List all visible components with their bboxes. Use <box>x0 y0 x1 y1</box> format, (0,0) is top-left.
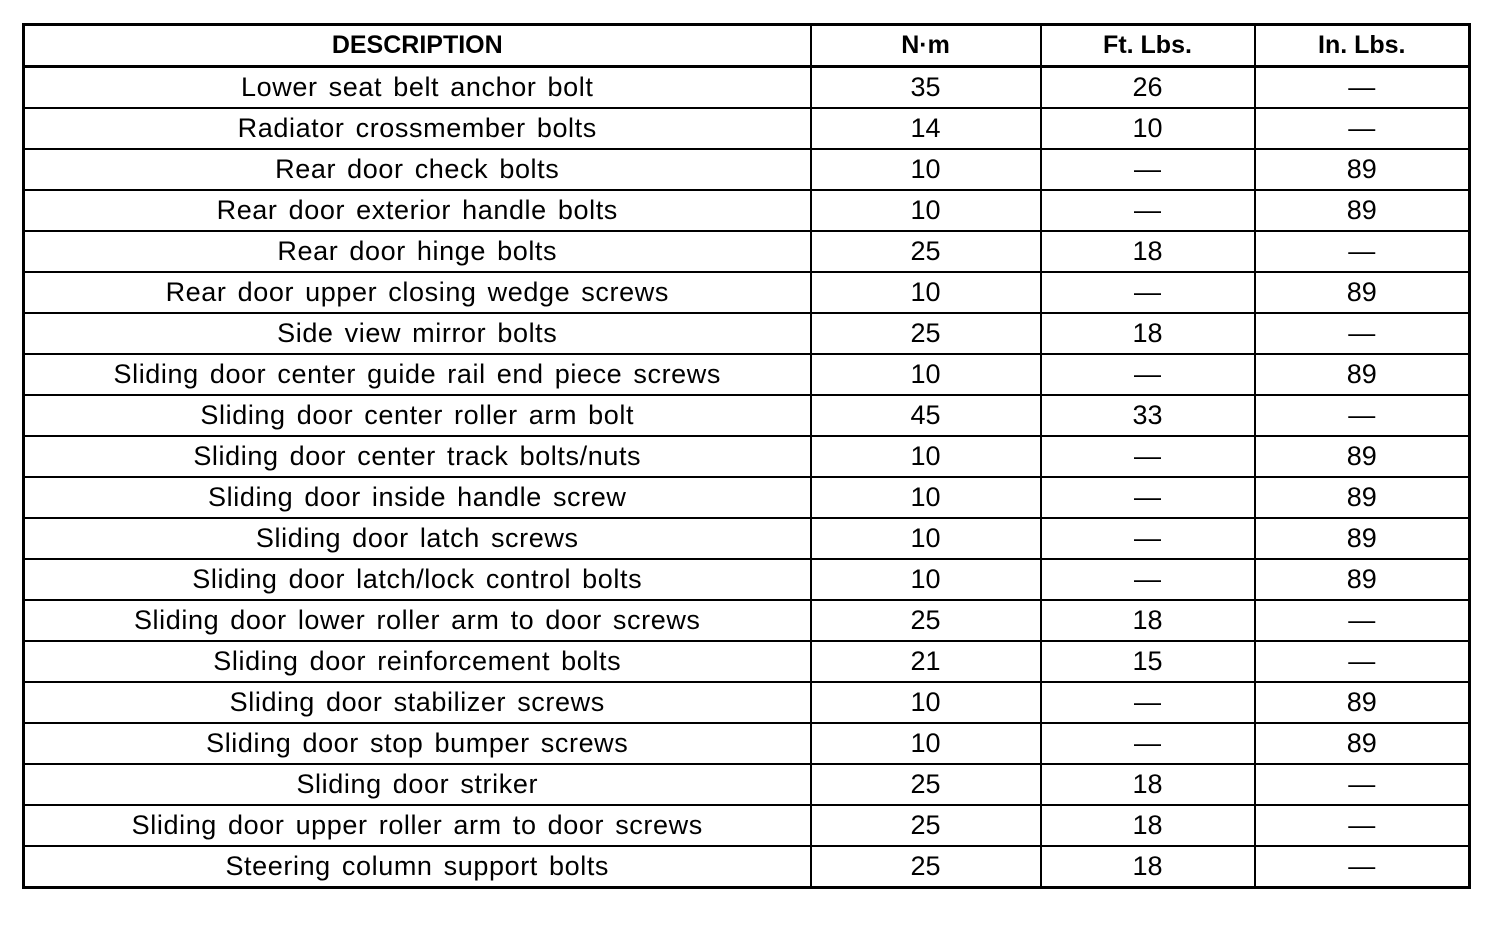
cell-description: Sliding door latch/lock control bolts <box>24 559 811 600</box>
cell-newton-meters: 10 <box>811 518 1041 559</box>
table-row <box>24 641 1470 682</box>
table-row <box>24 764 1470 805</box>
cell-newton-meters: 14 <box>811 108 1041 149</box>
cell-foot-pounds: — <box>1041 723 1255 764</box>
cell-newton-meters: 10 <box>811 477 1041 518</box>
cell-newton-meters: 10 <box>811 272 1041 313</box>
cell-newton-meters: 10 <box>811 682 1041 723</box>
cell-newton-meters: 10 <box>811 354 1041 395</box>
cell-foot-pounds: — <box>1041 190 1255 231</box>
table-row <box>24 559 1470 600</box>
cell-foot-pounds: 18 <box>1041 313 1255 354</box>
cell-inch-pounds: — <box>1255 67 1470 109</box>
cell-description: Sliding door center guide rail end piece screws <box>24 354 811 395</box>
cell-description: Lower seat belt anchor bolt <box>24 67 811 109</box>
cell-inch-pounds: — <box>1255 313 1470 354</box>
cell-newton-meters: 10 <box>811 149 1041 190</box>
cell-newton-meters: 25 <box>811 764 1041 805</box>
cell-inch-pounds: 89 <box>1255 272 1470 313</box>
table-row <box>24 231 1470 272</box>
cell-description: Sliding door center track bolts/nuts <box>24 436 811 477</box>
cell-inch-pounds: 89 <box>1255 436 1470 477</box>
cell-inch-pounds: 89 <box>1255 682 1470 723</box>
table-row <box>24 272 1470 313</box>
table-row <box>24 723 1470 764</box>
cell-newton-meters: 10 <box>811 723 1041 764</box>
cell-newton-meters: 25 <box>811 846 1041 888</box>
cell-description: Radiator crossmember bolts <box>24 108 811 149</box>
cell-foot-pounds: — <box>1041 149 1255 190</box>
cell-foot-pounds: — <box>1041 559 1255 600</box>
table-row <box>24 805 1470 846</box>
column-header-foot-pounds: Ft. Lbs. <box>1041 25 1255 67</box>
cell-newton-meters: 10 <box>811 190 1041 231</box>
cell-inch-pounds: 89 <box>1255 149 1470 190</box>
cell-description: Sliding door lower roller arm to door screws <box>24 600 811 641</box>
cell-inch-pounds: — <box>1255 108 1470 149</box>
cell-newton-meters: 25 <box>811 313 1041 354</box>
cell-foot-pounds: — <box>1041 354 1255 395</box>
cell-newton-meters: 45 <box>811 395 1041 436</box>
cell-inch-pounds: 89 <box>1255 723 1470 764</box>
cell-foot-pounds: 18 <box>1041 600 1255 641</box>
cell-inch-pounds: 89 <box>1255 190 1470 231</box>
cell-description: Rear door exterior handle bolts <box>24 190 811 231</box>
cell-newton-meters: 35 <box>811 67 1041 109</box>
column-header-newton-meters: N·m <box>811 25 1041 67</box>
cell-inch-pounds: — <box>1255 641 1470 682</box>
cell-inch-pounds: — <box>1255 846 1470 888</box>
table-body <box>24 67 1470 888</box>
cell-foot-pounds: 18 <box>1041 231 1255 272</box>
cell-description: Rear door hinge bolts <box>24 231 811 272</box>
column-header-description: DESCRIPTION <box>24 25 811 67</box>
cell-foot-pounds: 18 <box>1041 764 1255 805</box>
cell-description: Sliding door stabilizer screws <box>24 682 811 723</box>
cell-description: Steering column support bolts <box>24 846 811 888</box>
cell-foot-pounds: 26 <box>1041 67 1255 109</box>
cell-foot-pounds: 15 <box>1041 641 1255 682</box>
table-row <box>24 149 1470 190</box>
table-row <box>24 436 1470 477</box>
cell-foot-pounds: — <box>1041 518 1255 559</box>
cell-newton-meters: 25 <box>811 600 1041 641</box>
cell-description: Side view mirror bolts <box>24 313 811 354</box>
cell-description: Rear door check bolts <box>24 149 811 190</box>
cell-newton-meters: 10 <box>811 436 1041 477</box>
cell-description: Sliding door upper roller arm to door screws <box>24 805 811 846</box>
cell-foot-pounds: 18 <box>1041 805 1255 846</box>
table-row <box>24 313 1470 354</box>
cell-description: Rear door upper closing wedge screws <box>24 272 811 313</box>
cell-inch-pounds: — <box>1255 600 1470 641</box>
table-row <box>24 477 1470 518</box>
cell-description: Sliding door latch screws <box>24 518 811 559</box>
table-header-row <box>24 25 1470 67</box>
cell-inch-pounds: 89 <box>1255 559 1470 600</box>
table-row <box>24 395 1470 436</box>
table-row <box>24 600 1470 641</box>
cell-newton-meters: 25 <box>811 805 1041 846</box>
table-row <box>24 518 1470 559</box>
cell-inch-pounds: 89 <box>1255 518 1470 559</box>
cell-inch-pounds: — <box>1255 395 1470 436</box>
cell-foot-pounds: — <box>1041 682 1255 723</box>
column-header-inch-pounds: In. Lbs. <box>1255 25 1470 67</box>
cell-inch-pounds: — <box>1255 231 1470 272</box>
table-row <box>24 354 1470 395</box>
cell-description: Sliding door center roller arm bolt <box>24 395 811 436</box>
table-row <box>24 682 1470 723</box>
cell-foot-pounds: — <box>1041 272 1255 313</box>
table-row <box>24 108 1470 149</box>
torque-spec-table <box>22 23 1471 889</box>
cell-foot-pounds: — <box>1041 477 1255 518</box>
cell-newton-meters: 25 <box>811 231 1041 272</box>
cell-newton-meters: 10 <box>811 559 1041 600</box>
cell-description: Sliding door stop bumper screws <box>24 723 811 764</box>
cell-inch-pounds: — <box>1255 805 1470 846</box>
table-row <box>24 190 1470 231</box>
cell-inch-pounds: — <box>1255 764 1470 805</box>
cell-description: Sliding door inside handle screw <box>24 477 811 518</box>
cell-description: Sliding door reinforcement bolts <box>24 641 811 682</box>
cell-inch-pounds: 89 <box>1255 354 1470 395</box>
cell-inch-pounds: 89 <box>1255 477 1470 518</box>
cell-foot-pounds: 33 <box>1041 395 1255 436</box>
table-row <box>24 67 1470 109</box>
cell-foot-pounds: 18 <box>1041 846 1255 888</box>
cell-newton-meters: 21 <box>811 641 1041 682</box>
cell-description: Sliding door striker <box>24 764 811 805</box>
cell-foot-pounds: — <box>1041 436 1255 477</box>
cell-foot-pounds: 10 <box>1041 108 1255 149</box>
table-row <box>24 846 1470 888</box>
